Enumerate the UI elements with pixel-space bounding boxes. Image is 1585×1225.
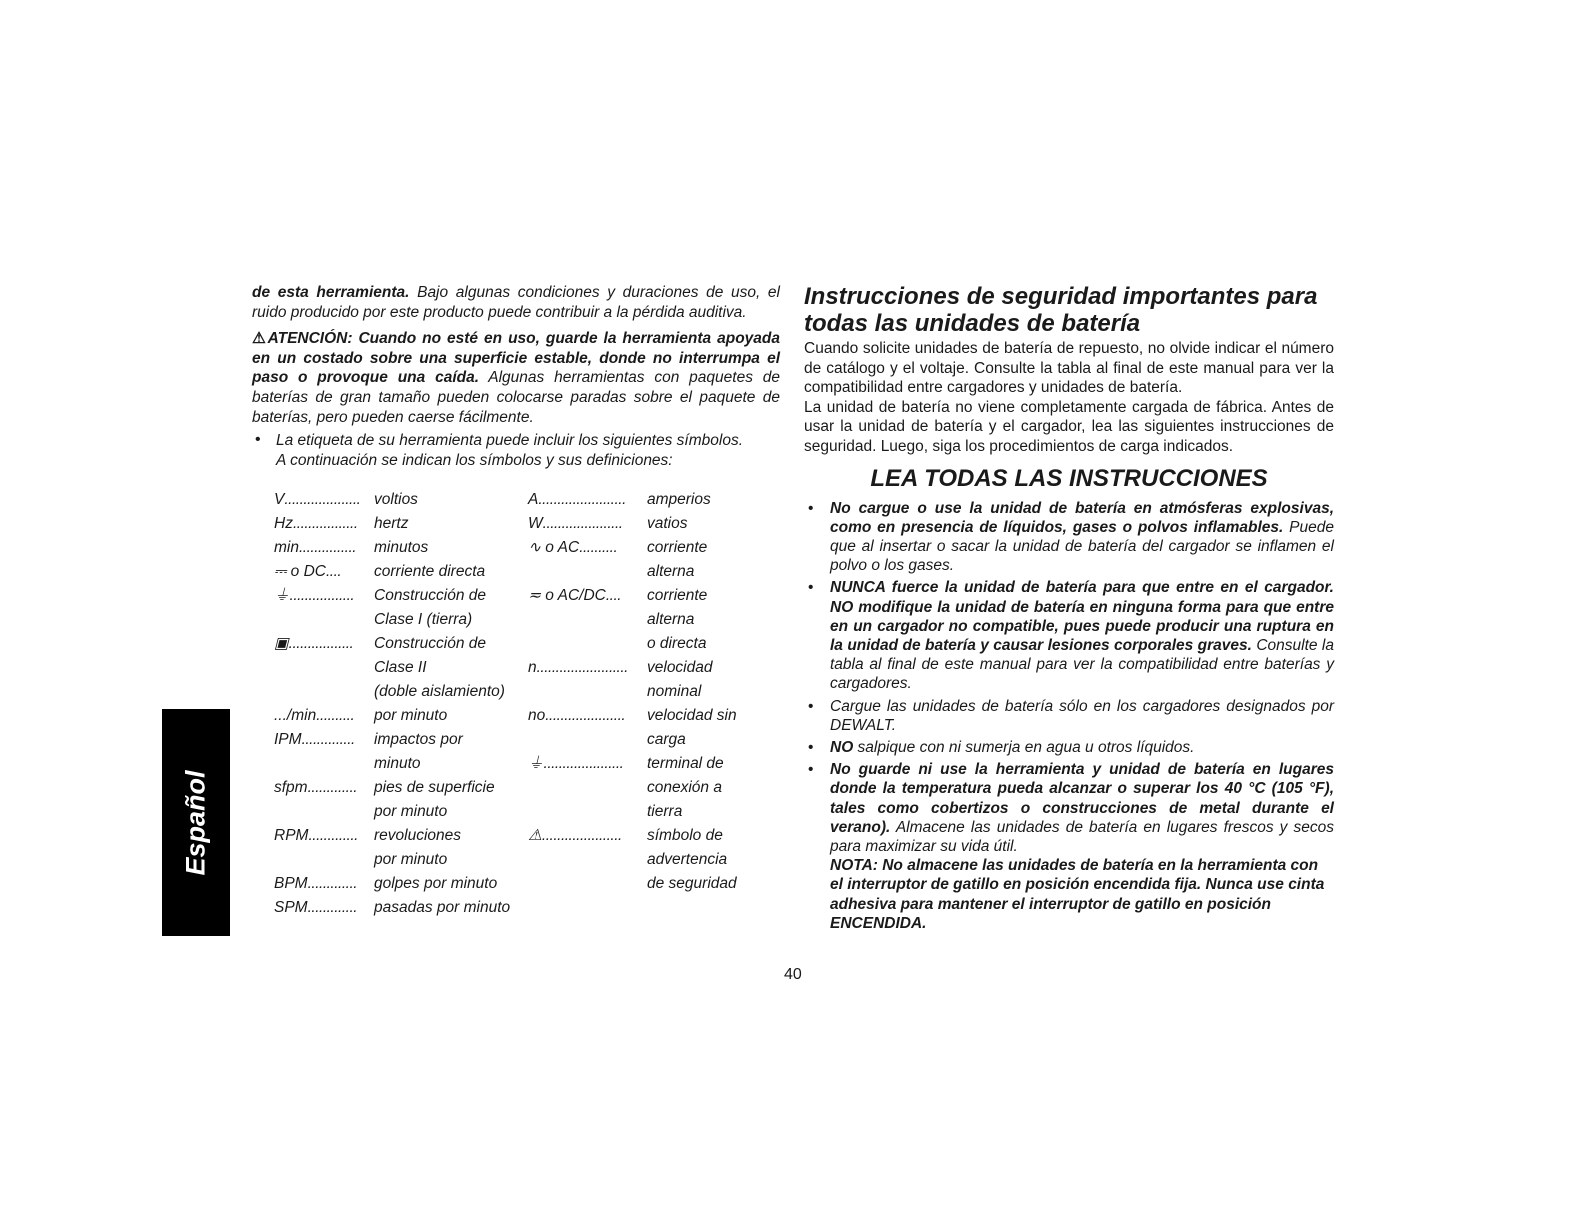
symbol-definition: corriente — [647, 587, 708, 604]
symbol-row — [528, 848, 768, 872]
safety-bullet — [804, 760, 1334, 856]
read-all-heading: LEA TODAS LAS INSTRUCCIONES — [870, 464, 1268, 492]
symbol-row — [528, 752, 768, 776]
symbol-label: IPM — [274, 731, 302, 748]
symbol-row — [528, 728, 768, 752]
symbol-definition: revoluciones — [374, 827, 462, 844]
symbol-definition: por minuto — [374, 851, 448, 868]
symbol-row — [274, 704, 529, 728]
safety-bullet — [804, 499, 1334, 576]
symbol-definition: (doble aislamiento) — [374, 683, 505, 700]
bullet-dot: • — [808, 499, 814, 517]
symbol-row — [528, 872, 768, 896]
symbol-row — [274, 656, 529, 680]
bullet-bold-text: No guarde ni use la herramienta y unidad de batería en lugares donde la temperatura pueda alcanzar o superar los 40 °C (105 °F), tales como cobertizos o construcciones de metal durante el verano). — [830, 761, 1334, 836]
symbol-label: no — [528, 707, 546, 724]
page-number: 40 — [784, 966, 802, 983]
bullet-dot: • — [255, 431, 261, 449]
symbol-row — [274, 560, 529, 584]
symbol-definition: velocidad sin — [647, 707, 737, 724]
symbol-label: ⚠ — [528, 827, 542, 844]
symbol-leader-dots: ..................... — [542, 515, 623, 532]
symbol-row — [528, 560, 768, 584]
symbol-definition: nominal — [647, 683, 702, 700]
right-column — [804, 283, 1334, 933]
symbol-label: ⏚ — [528, 755, 544, 772]
symbol-row — [274, 536, 529, 560]
symbol-leader-dots: ..................... — [541, 827, 622, 844]
symbol-row — [274, 800, 529, 824]
symbol-label: W — [528, 515, 543, 532]
symbol-leader-dots: ............. — [307, 779, 358, 796]
symbol-definition: minuto — [374, 755, 421, 772]
symbol-row — [274, 776, 529, 800]
bullet-bold-text: NUNCA fuerce la unidad de batería para que entre en el cargador. NO modifique la unidad de batería en ninguna forma para que entre en un cargador no compatible, pues puede producir una ruptura en la unidad de batería y causar lesiones corporales graves. — [830, 579, 1334, 654]
paragraph-replacement: Cuando solicite unidades de batería de repuesto, no olvide indicar el número de catálogo y el voltaje. Consulte la tabla al final de este manual para ver la compatibilidad entre cargadores y unidades de batería. — [804, 340, 1334, 397]
symbol-definition: hertz — [374, 515, 409, 532]
symbol-definition: conexión a — [647, 779, 722, 796]
symbol-label: ∿ o AC — [528, 539, 580, 556]
bullet-dot: • — [808, 579, 814, 597]
symbol-leader-dots: ............... — [298, 539, 357, 556]
symbol-definition: Construcción de — [374, 587, 487, 604]
symbol-row — [274, 896, 529, 920]
warning-rest: Algunas herramientas con paquetes de baterías de gran tamaño pueden colocarse paradas sobre el paquete de baterías, pero pueden caerse fácilmente. — [252, 369, 781, 426]
symbol-row — [528, 680, 768, 704]
symbol-definition: terminal de — [647, 755, 724, 772]
bullet-bold-text: No cargue o use la unidad de batería en atmósferas explosivas, como en presencia de líquidos, gases o polvos inflamables. — [830, 499, 1334, 536]
symbol-definition: velocidad — [647, 659, 713, 676]
symbols-left-column — [274, 488, 529, 920]
symbol-leader-dots: .............. — [301, 731, 355, 748]
intro-bold: de esta herramienta. — [252, 284, 410, 301]
symbol-definition: o directa — [647, 635, 707, 652]
symbol-label: min — [274, 539, 299, 556]
symbol-row — [274, 512, 529, 536]
symbol-label: SPM — [274, 899, 308, 916]
bullet-text: Consulte la tabla al final de este manual para ver la compatibilidad entre baterías y cargadores. — [830, 636, 1334, 693]
symbol-leader-dots: ................. — [292, 515, 358, 532]
symbol-definition: pies de superficie — [374, 779, 495, 796]
language-side-tab — [162, 709, 230, 936]
symbol-row — [274, 680, 529, 704]
symbol-label: .../min — [274, 707, 317, 724]
symbol-definition: advertencia — [647, 851, 728, 868]
symbol-definition: Clase II — [374, 659, 427, 676]
symbol-definition: vatios — [647, 515, 688, 532]
symbol-row — [528, 704, 768, 728]
symbol-definition: por minuto — [374, 707, 448, 724]
bullet-text: Almacene las unidades de batería en lugares frescos y secos para maximizar su vida útil. — [830, 818, 1334, 856]
symbol-leader-dots: ........................ — [536, 659, 628, 676]
bullet-dot: • — [808, 739, 814, 756]
symbol-row — [274, 632, 529, 656]
symbol-definition: símbolo de — [647, 827, 723, 844]
symbol-label: A — [528, 491, 539, 508]
symbol-row — [274, 752, 529, 776]
symbol-label: V — [274, 491, 285, 508]
symbol-definition: Construcción de — [374, 635, 487, 652]
symbol-row — [528, 776, 768, 800]
symbol-leader-dots: .... — [326, 563, 342, 580]
symbol-leader-dots: .................... — [284, 491, 361, 508]
symbol-leader-dots: ..................... — [543, 755, 624, 772]
symbol-definition: pasadas por minuto — [374, 899, 511, 916]
symbol-leader-dots: ............. — [307, 875, 358, 892]
safety-bullet — [804, 578, 1334, 693]
symbol-row — [274, 608, 529, 632]
left-column — [252, 283, 780, 470]
safety-bullet-list — [804, 499, 1334, 857]
note-paragraph: NOTA: No almacene las unidades de batería en la herramienta con el interruptor de gatillo en posición encendida fija. Nunca use cinta adhesiva para mantener el interruptor de gatillo en posición ENCENDIDA. — [830, 857, 1325, 932]
side-tab-label: Español — [180, 769, 211, 876]
bullet-dot: • — [808, 697, 814, 715]
symbol-row — [274, 824, 529, 848]
section-heading: Instrucciones de seguridad importantes para todas las unidades de batería — [804, 283, 1318, 337]
symbol-definition: golpes por minuto — [374, 875, 498, 892]
symbol-leader-dots: .......... — [579, 539, 618, 556]
bullet-dot: • — [808, 761, 814, 779]
symbol-row — [528, 512, 768, 536]
symbol-row — [528, 608, 768, 632]
symbols-right-column — [528, 488, 768, 896]
symbols-intro-line-1: La etiqueta de su herramienta puede incluir los siguientes símbolos. — [276, 432, 743, 450]
symbol-leader-dots: ..................... — [545, 707, 626, 724]
symbol-label: sfpm — [274, 779, 308, 796]
symbol-label: ≂ o AC/DC — [528, 587, 606, 604]
symbols-intro-line-2: A continuación se indican los símbolos y sus definiciones: — [276, 451, 673, 469]
intro-rest: Bajo algunas condiciones y duraciones de uso, el ruido producido por este producto puede contribuir a la pérdida auditiva. — [252, 284, 780, 321]
symbol-definition: alterna — [647, 563, 695, 580]
symbol-definition: carga — [647, 731, 686, 748]
safety-bullet — [804, 738, 1334, 757]
intro-paragraph — [252, 283, 780, 322]
symbol-row — [528, 536, 768, 560]
symbol-label: n — [528, 659, 537, 676]
warning-paragraph — [252, 329, 780, 427]
symbol-definition: Clase I (tierra) — [374, 611, 473, 628]
symbol-label: BPM — [274, 875, 308, 892]
symbol-leader-dots: ................. — [289, 587, 355, 604]
symbols-bullet — [252, 431, 780, 470]
symbol-definition: de seguridad — [647, 875, 737, 892]
paragraph-charging: La unidad de batería no viene completamente cargada de fábrica. Antes de usar la unidad de batería y el cargador, lea las siguientes instrucciones de seguridad. Luego, siga los procedimientos de carga indicados. — [804, 398, 1334, 455]
symbol-row — [528, 632, 768, 656]
symbol-row — [274, 488, 529, 512]
symbol-row — [528, 656, 768, 680]
warning-icon: ⚠ — [252, 330, 268, 348]
symbol-leader-dots: .......... — [316, 707, 355, 724]
symbol-row — [274, 728, 529, 752]
symbol-row — [528, 488, 768, 512]
symbol-leader-dots: ............. — [307, 899, 358, 916]
symbol-row — [274, 848, 529, 872]
symbol-row — [274, 872, 529, 896]
symbol-row — [528, 800, 768, 824]
symbol-label: ⏚ — [274, 587, 290, 604]
safety-bullet — [804, 697, 1334, 735]
bullet-text: Cargue las unidades de batería sólo en los cargadores designados por DEWALT. — [830, 697, 1334, 734]
symbol-definition: alterna — [647, 611, 695, 628]
symbol-definition: corriente directa — [374, 563, 486, 580]
symbol-label: ⎓ o DC — [274, 563, 326, 580]
symbol-row — [528, 824, 768, 848]
symbol-label: Hz — [274, 515, 293, 532]
symbol-definition: minutos — [374, 539, 429, 556]
symbol-definition: por minuto — [374, 803, 448, 820]
symbol-row — [274, 584, 529, 608]
symbol-leader-dots: ............. — [308, 827, 358, 844]
symbol-definition: tierra — [647, 803, 683, 820]
bullet-bold-text: NO — [830, 739, 854, 756]
symbol-label: RPM — [274, 827, 309, 844]
bullet-text: Puede que al insertar o sacar la unidad de batería del cargador se inflamen el polvo o los gases. — [830, 518, 1334, 575]
bullet-text: salpique con ni sumerja en agua u otros líquidos. — [853, 739, 1195, 756]
symbol-row — [528, 584, 768, 608]
symbol-leader-dots: ................. — [288, 635, 354, 652]
symbol-definition: corriente — [647, 539, 708, 556]
symbol-definition: impactos por — [374, 731, 463, 748]
symbol-leader-dots: ....................... — [538, 491, 626, 508]
warning-bold: ATENCIÓN: Cuando no esté en uso, guarde la herramienta apoyada en un costado sobre una superficie estable, donde no interrumpa el paso o provoque una caída. — [252, 330, 780, 387]
symbol-definition: amperios — [647, 491, 711, 508]
symbol-definition: voltios — [374, 491, 418, 508]
symbol-leader-dots: .... — [605, 587, 622, 604]
symbol-label: ▣ — [274, 635, 289, 652]
